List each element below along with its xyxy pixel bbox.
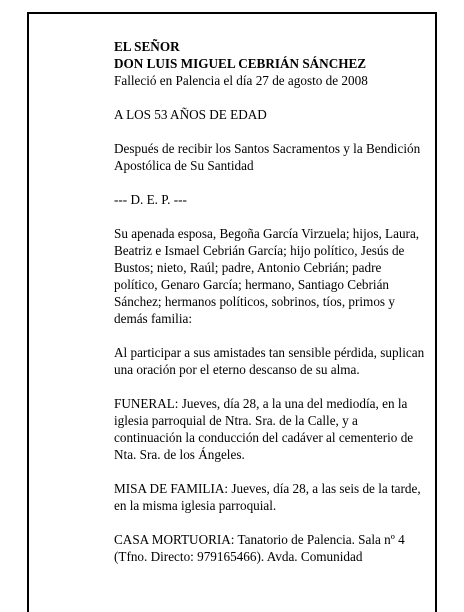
spacer	[114, 463, 426, 480]
spacer	[114, 208, 426, 225]
age-line: A LOS 53 AÑOS DE EDAD	[114, 107, 267, 122]
title-line-1: EL SEÑOR	[114, 39, 180, 54]
mortuary-paragraph: CASA MORTUORIA: Tanatorio de Palencia. Sala nº 4 (Tfno. Directo: 979165466). Avda. Comunidad	[114, 532, 405, 564]
obituary-notice	[114, 38, 426, 565]
sacraments-paragraph: Después de recibir los Santos Sacramentos y la Bendición Apostólica de Su Santidad	[114, 141, 421, 173]
spacer	[114, 89, 426, 106]
funeral-paragraph: FUNERAL: Jueves, día 28, a la una del mediodía, en la iglesia parroquial de Ntra. Sra. de la Calle, y a continuación la conducción del cadáver al cementerio de Nta. Sra. de los Ángeles.	[114, 396, 414, 462]
prayer-request-paragraph: Al participar a sus amistades tan sensible pérdida, suplican una oración por el eterno descanso de su alma.	[114, 345, 425, 377]
family-paragraph: Su apenada esposa, Begoña García Virzuela; hijos, Laura, Beatriz e Ismael Cebrián García; hijo político, Jesús de Bustos; nieto, Raúl; padre, Antonio Cebrián; padre político, Genaro García; hermano, Santiago Cebrián Sánchez; hermanos políticos, sobrinos, tíos, primos y demás familia:	[114, 226, 420, 326]
death-date-line: Falleció en Palencia el día 27 de agosto de 2008	[114, 73, 368, 88]
spacer	[114, 378, 426, 395]
rip-line: --- D. E. P. ---	[114, 192, 187, 207]
title-line-2: DON LUIS MIGUEL CEBRIÁN SÁNCHEZ	[114, 56, 367, 71]
spacer	[114, 123, 426, 140]
family-mass-paragraph: MISA DE FAMILIA: Jueves, día 28, a las seis de la tarde, en la misma iglesia parroquial.	[114, 481, 421, 513]
spacer	[114, 514, 426, 531]
spacer	[114, 174, 426, 191]
spacer	[114, 327, 426, 344]
